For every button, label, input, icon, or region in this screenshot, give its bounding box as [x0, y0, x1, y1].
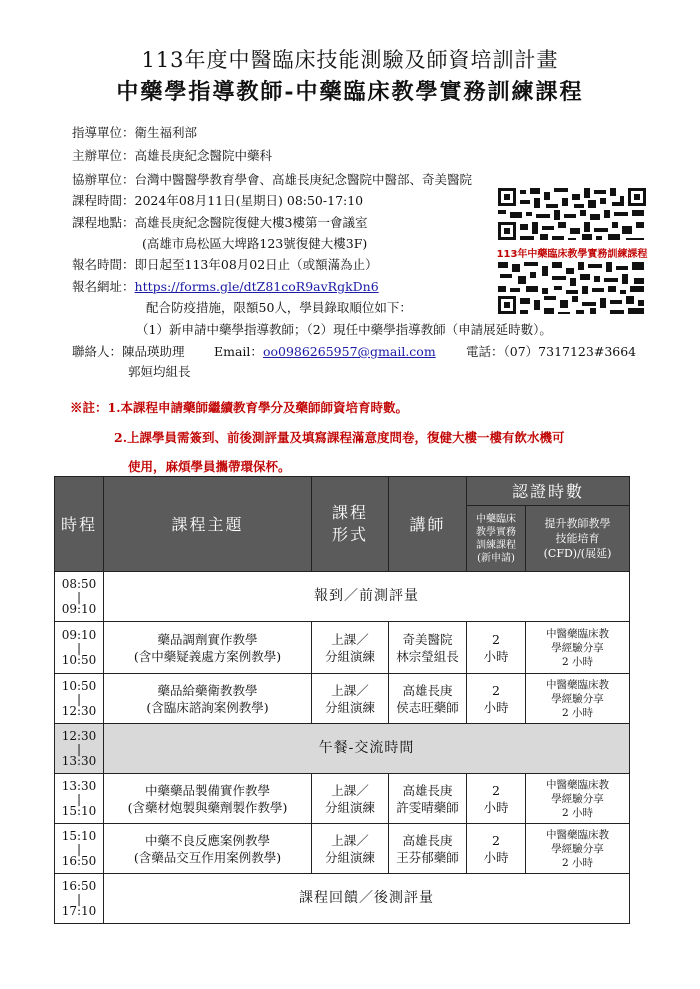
- header-form: 課程 形式: [312, 477, 389, 572]
- time-value: 2024年08月11日(星期日) 08:50-17:10: [134, 193, 364, 208]
- title-line-1: 113年度中醫臨床技能測驗及師資培訓計畫: [141, 48, 559, 72]
- phone-label: 電話：: [466, 344, 504, 359]
- host-value: 高雄長庚紀念醫院中藥科: [134, 148, 273, 163]
- topic-cell: 藥品給藥衛教教學 (含臨床諮詢案例教學): [104, 674, 312, 724]
- span-topic: 報到／前測評量: [104, 572, 630, 622]
- span-topic: 午餐-交流時間: [104, 724, 630, 774]
- place-label: 課程地點：: [72, 215, 135, 230]
- time-separator: |: [76, 841, 82, 856]
- time-separator: |: [76, 640, 82, 655]
- priority-text: （1）新申請中藥學指導教師；（2）現任中藥學指導教師（申請展延時數）。: [136, 322, 552, 337]
- guide-label: 指導單位：: [72, 125, 135, 140]
- extension-hours-cell: 中醫藥臨床教 學經驗分享 2 小時: [526, 674, 630, 724]
- extension-hours-cell: 中醫藥臨床教 學經驗分享 2 小時: [526, 824, 630, 874]
- lecturer-cell: 高雄長庚 許雯晴藥師: [389, 774, 467, 824]
- email-link[interactable]: oo0986265957@gmail.com: [262, 344, 436, 359]
- schedule-table: [54, 476, 630, 924]
- contact-label: 聯絡人：: [72, 344, 123, 359]
- form-cell: 上課／ 分組演練: [312, 774, 389, 824]
- time-separator: |: [76, 589, 82, 604]
- table-row: [55, 622, 630, 674]
- header-extension: 提升教師教學 技能培育 (CFD)/(展延): [526, 506, 630, 572]
- time-cell: [55, 622, 104, 674]
- start-time: 10:50: [61, 678, 97, 693]
- table-row: [55, 674, 630, 724]
- course-time: [72, 193, 363, 209]
- time-separator: |: [76, 891, 82, 906]
- limit-text: 配合防疫措施，限額50人，學員錄取順位如下：: [146, 300, 412, 315]
- start-time: 16:50: [61, 878, 97, 893]
- guide-value: 衛生福利部: [134, 125, 198, 140]
- note-3: 使用，麻煩學員攜帶環保杯。: [128, 459, 291, 474]
- host-unit: [72, 148, 272, 164]
- lecturer-cell: 高雄長庚 侯志旺藥師: [389, 674, 467, 724]
- reg-url-link[interactable]: https://forms.gle/dtZ81coR9avRgkDn6: [134, 279, 379, 294]
- end-time: 12:30: [61, 703, 97, 718]
- span-topic: 課程回饋／後測評量: [104, 874, 630, 924]
- reg-time-value: 即日起至113年08月02日止（或額滿為止）: [134, 257, 378, 272]
- extension-hours-cell: 中醫藥臨床教 學經驗分享 2 小時: [526, 774, 630, 824]
- contact-value: 陳品瑛助理: [122, 344, 185, 359]
- lecturer-cell: 奇美醫院 林宗瑩組長: [389, 622, 467, 674]
- topic-cell: 中藥不良反應案例教學 (含藥品交互作用案例教學): [104, 824, 312, 874]
- address: (高雄市鳥松區大埤路123號復健大樓3F): [142, 236, 368, 251]
- hours-cell: 2 小時: [467, 774, 526, 824]
- qr-code[interactable]: [496, 186, 648, 318]
- table-row: [55, 874, 630, 924]
- reg-url-label: 報名網址：: [72, 279, 135, 294]
- qr-code-top-icon: [496, 186, 648, 242]
- time-cell: [55, 774, 104, 824]
- table-row: [55, 572, 630, 622]
- time-cell: [55, 874, 104, 924]
- table-row: [55, 724, 630, 774]
- topic-cell: 中藥藥品製備實作教學 (含藥材炮製與藥劑製作教學): [104, 774, 312, 824]
- form-cell: 上課／ 分組演練: [312, 824, 389, 874]
- table-row: [55, 824, 630, 874]
- time-cell: [55, 674, 104, 724]
- table-row: [55, 774, 630, 824]
- time-separator: |: [76, 741, 82, 756]
- header-cert-hours: 認證時數: [467, 477, 630, 506]
- start-time: 13:30: [61, 778, 97, 793]
- header-new-apply: 中藥臨床 教學實務 訓練課程 (新申請): [467, 506, 526, 572]
- reg-time: [72, 257, 378, 273]
- contact-2: 郭姮均組長: [128, 364, 191, 379]
- header-time: 時程: [55, 477, 104, 572]
- guide-unit: [72, 125, 197, 141]
- extension-hours-cell: 中醫藥臨床教 學經驗分享 2 小時: [526, 622, 630, 674]
- qr-code-bottom-icon: [496, 260, 648, 316]
- start-time: 15:10: [61, 828, 97, 843]
- host-label: 主辦單位：: [72, 148, 135, 163]
- header-topic: 課程主題: [104, 477, 312, 572]
- end-time: 16:50: [61, 853, 97, 868]
- topic-cell: 藥品調劑實作教學 (含中藥疑義處方案例教學): [104, 622, 312, 674]
- schedule-body: [55, 572, 630, 924]
- form-cell: 上課／ 分組演練: [312, 622, 389, 674]
- co-label: 協辦單位：: [72, 172, 135, 187]
- time-cell: [55, 824, 104, 874]
- end-time: 10:50: [61, 652, 97, 667]
- time-separator: |: [76, 691, 82, 706]
- qr-caption: 113年中藥臨床教學實務訓練課程: [496, 249, 648, 260]
- phone-value: （07）7317123#3664: [503, 344, 637, 359]
- place-value: 高雄長庚紀念醫院復健大樓3樓第一會議室: [134, 215, 368, 230]
- end-time: 17:10: [61, 903, 97, 918]
- contact: [72, 344, 185, 360]
- co-value: 台灣中醫醫學教育學會、高雄長庚紀念醫院中醫部、奇美醫院: [134, 172, 473, 187]
- hours-cell: 2 小時: [467, 824, 526, 874]
- lecturer-cell: 高雄長庚 王芬郁藥師: [389, 824, 467, 874]
- start-time: 09:10: [61, 627, 97, 642]
- time-separator: |: [76, 791, 82, 806]
- end-time: 15:10: [61, 803, 97, 818]
- course-place: [72, 215, 367, 231]
- hours-cell: 2 小時: [467, 674, 526, 724]
- note-1: ※註：1.本課程申請藥師繼續教育學分及藥師師資培育時數。: [70, 400, 409, 415]
- co-unit: [72, 172, 472, 188]
- phone: [466, 344, 636, 360]
- start-time: 08:50: [61, 576, 97, 591]
- form-cell: 上課／ 分組演練: [312, 674, 389, 724]
- note-2: 2.上課學員需簽到、前後測評量及填寫課程滿意度問卷，復健大樓一樓有飲水機可: [114, 430, 565, 445]
- email: [214, 344, 436, 360]
- time-cell: [55, 724, 104, 774]
- title-line-2: 中藥學指導教師-中藥臨床教學實務訓練課程: [116, 79, 584, 105]
- end-time: 09:10: [61, 601, 97, 616]
- reg-time-label: 報名時間：: [72, 257, 135, 272]
- time-label: 課程時間：: [72, 193, 135, 208]
- start-time: 12:30: [61, 728, 97, 743]
- hours-cell: 2 小時: [467, 622, 526, 674]
- time-cell: [55, 572, 104, 622]
- header-lecturer: 講師: [389, 477, 467, 572]
- end-time: 13:30: [61, 753, 97, 768]
- reg-url: [72, 279, 379, 295]
- email-label: Email：: [214, 344, 263, 359]
